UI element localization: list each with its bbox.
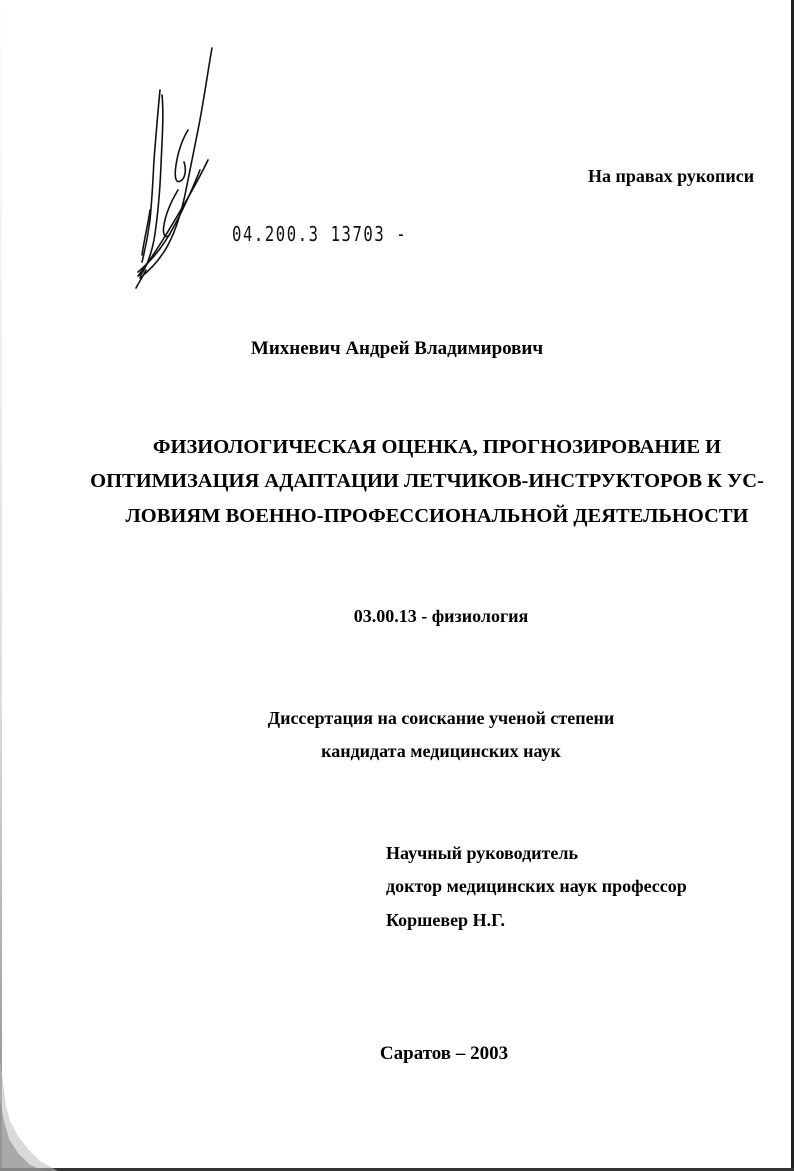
degree-line-2: кандидата медицинских наук	[321, 741, 561, 761]
specialty-code: 03.00.13 - физиология	[353, 606, 529, 626]
scan-corner-artifact	[0, 1061, 60, 1171]
registration-number: 04.200.3 13703 -	[232, 222, 408, 246]
dissertation-title-line-3: ЛОВИЯМ ВОЕННО-ПРОФЕССИОНАЛЬНОЙ ДЕЯТЕЛЬНОСТИ	[125, 505, 749, 527]
supervisor-role: Научный руководитель	[386, 843, 578, 863]
handwritten-signature	[120, 40, 230, 290]
author-name: Михневич Андрей Владимирович	[250, 338, 544, 359]
rights-notice: На правах рукописи	[588, 166, 755, 186]
city-year: Саратов – 2003	[379, 1043, 509, 1064]
degree-line-1: Диссертация на соискание ученой степени	[267, 708, 615, 728]
dissertation-title-line-1: ФИЗИОЛОГИЧЕСКАЯ ОЦЕНКА, ПРОГНОЗИРОВАНИЕ И	[152, 436, 722, 458]
supervisor-name: Коршевер Н.Г.	[386, 910, 505, 930]
supervisor-title: доктор медицинских наук профессор	[386, 876, 687, 896]
scan-edge-left	[0, 0, 2, 1171]
dissertation-title-line-2: ОПТИМИЗАЦИЯ АДАПТАЦИИ ЛЕТЧИКОВ-ИНСТРУКТОРОВ К УС-	[90, 470, 764, 492]
